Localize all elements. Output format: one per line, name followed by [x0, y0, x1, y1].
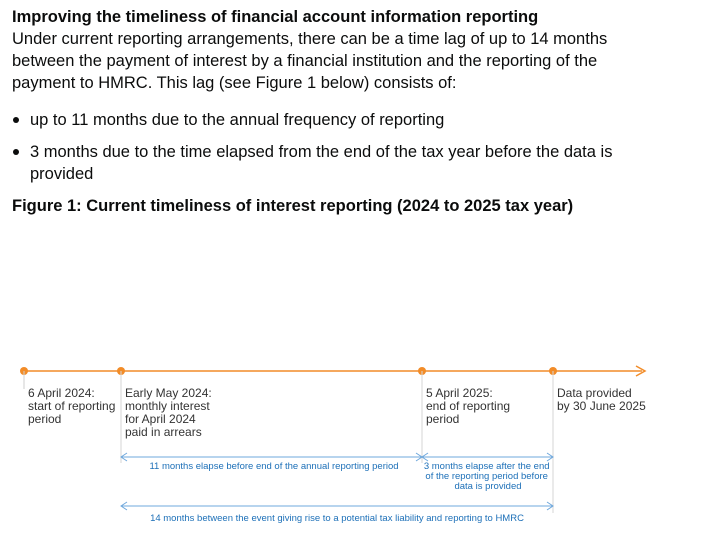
- event-label-line: by 30 June 2025: [557, 399, 646, 413]
- event-label-line: period: [28, 412, 62, 426]
- span-label: [424, 461, 552, 492]
- intro-line: between the payment of interest by a financial institution and the reporting of the: [12, 52, 598, 70]
- intro-paragraph: [12, 28, 712, 94]
- bullet-dot-icon: [13, 117, 19, 123]
- bullet-text: 3 months due to the time elapsed from the end of the tax year before the data is: [30, 143, 613, 161]
- span-label-line: 11 months elapse before end of the annual reporting period: [149, 461, 399, 472]
- span-label-line: of the reporting period before: [425, 471, 548, 482]
- event-label-line: Data provided: [557, 386, 632, 400]
- bullet-text: provided: [30, 165, 94, 183]
- bullet-item: [12, 109, 712, 131]
- event-label-line: start of reporting: [28, 399, 116, 413]
- event-label-line: period: [426, 412, 460, 426]
- timeline-diagram: [0, 355, 720, 545]
- intro-line: Under current reporting arrangements, there can be a time lag of up to 14 months: [12, 30, 608, 48]
- event-label: [426, 386, 513, 426]
- event-label: [125, 386, 215, 439]
- bullet-item: [12, 141, 712, 185]
- event-label-line: 6 April 2024:: [28, 386, 95, 400]
- event-label-line: Early May 2024:: [125, 386, 212, 400]
- span-label: [149, 461, 398, 472]
- event-label-line: for April 2024: [125, 412, 196, 426]
- event-label-line: paid in arrears: [125, 425, 202, 439]
- intro-line: payment to HMRC. This lag (see Figure 1 below) consists of:: [12, 74, 457, 92]
- span-label: [150, 513, 524, 524]
- lag-bullet-list: [12, 109, 712, 185]
- span-label-line: data is provided: [454, 481, 522, 492]
- event-label-line: 5 April 2025:: [426, 386, 493, 400]
- span-label-line: 14 months between the event giving rise to a potential tax liability and reporting to HMRC: [150, 513, 524, 524]
- bullet-text: up to 11 months due to the annual frequency of reporting: [30, 111, 445, 129]
- event-label: [557, 386, 646, 413]
- figure-title: Figure 1: Current timeliness of interest reporting (2024 to 2025 tax year): [12, 197, 574, 215]
- span-label-line: 3 months elapse after the end: [423, 461, 550, 472]
- bullet-dot-icon: [13, 149, 19, 155]
- event-label-line: end of reporting: [426, 399, 511, 413]
- section-heading: Improving the timeliness of financial account information reporting: [12, 8, 539, 26]
- article-content: [12, 6, 712, 217]
- event-label-line: monthly interest: [125, 399, 210, 413]
- event-label: [28, 386, 119, 426]
